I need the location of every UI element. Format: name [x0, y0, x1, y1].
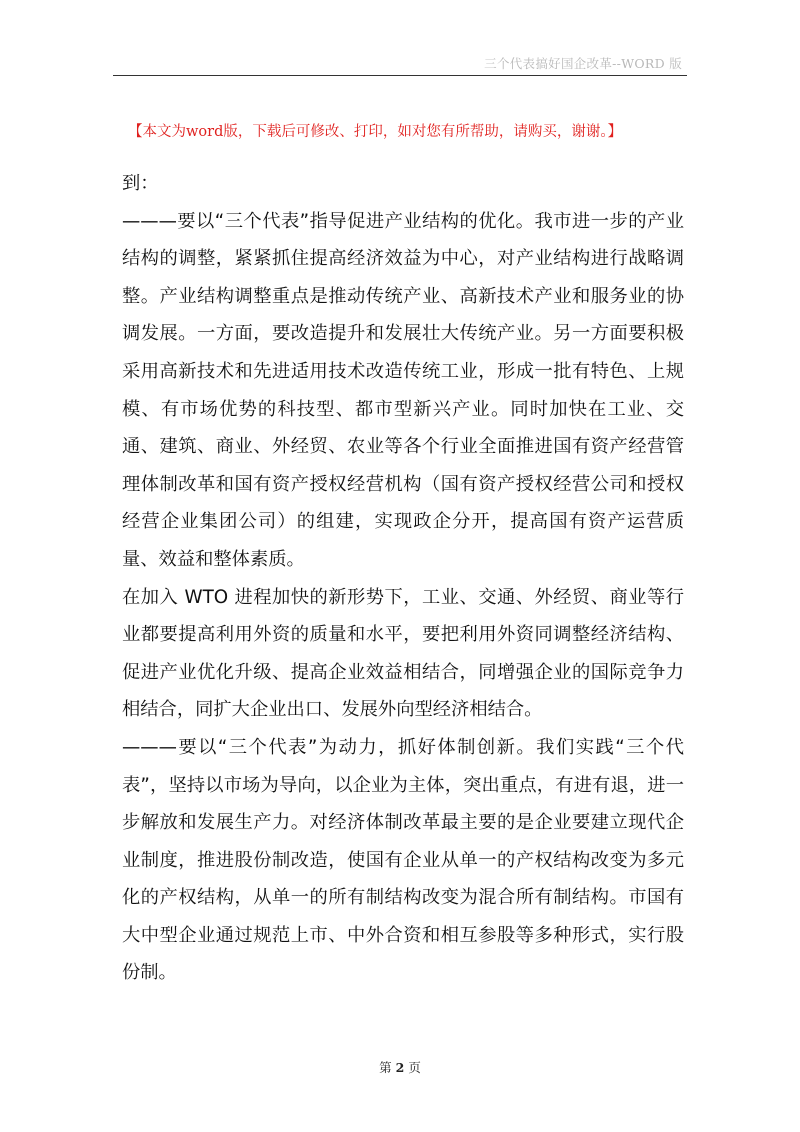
body-paragraph: 在加入 WTO 进程加快的新形势下，工业、交通、外经贸、商业等行业都要提高利用外资的质量和水平，要把利用外资同调整经济结构、促进产业优化升级、提高企业效益相结合，同增强企业的国际竞争力相结合，同扩大企业出口、发展外向型经济相结合。 — [122, 586, 684, 721]
running-header: 三个代表搞好国企改革--WORD 版 — [484, 56, 682, 71]
header-divider — [113, 75, 687, 76]
document-body — [122, 165, 684, 992]
page-label-suffix: 页 — [408, 1060, 421, 1075]
page-footer — [0, 1058, 800, 1076]
purchase-notice: 【本文为word版，下载后可修改、打印，如对您有所帮助，请购买，谢谢。】 — [128, 124, 623, 140]
page-number: 2 — [395, 1060, 405, 1075]
body-paragraph: ———要以“三个代表”指导促进产业结构的优化。我市进一步的产业结构的调整，紧紧抓住提高经济效益为中心，对产业结构进行战略调整。产业结构调整重点是推动传统产业、高新技术产业和服务业的协调发展。一方面，要改造提升和发展壮大传统产业。另一方面要积极采用高新技术和先进适用技术改造传统工业，形成一批有特色、上规模、有市场优势的科技型、都市型新兴产业。同时加快在工业、交通、建筑、商业、外经贸、农业等各个行业全面推进国有资产经营管理体制改革和国有资产授权经营机构（国有资产授权经营公司和授权经营企业集团公司）的组建，实现政企分开，提高国有资产运营质量、效益和整体素质。 — [122, 210, 684, 570]
body-paragraph: ———要以“三个代表”为动力，抓好体制创新。我们实践“三个代表”，坚持以市场为导向，以企业为主体，突出重点，有进有退，进一步解放和发展生产力。对经济体制改革最主要的是企业要建立现代企业制度，推进股份制改造，使国有企业从单一的产权结构改变为多元化的产权结构，从单一的所有制结构改变为混合所有制结构。市国有大中型企业通过规范上市、中外合资和相互参股等多种形式，实行股份制。 — [122, 736, 684, 984]
body-paragraph: 到： — [122, 173, 159, 194]
page-label-prefix: 第 — [379, 1060, 392, 1075]
